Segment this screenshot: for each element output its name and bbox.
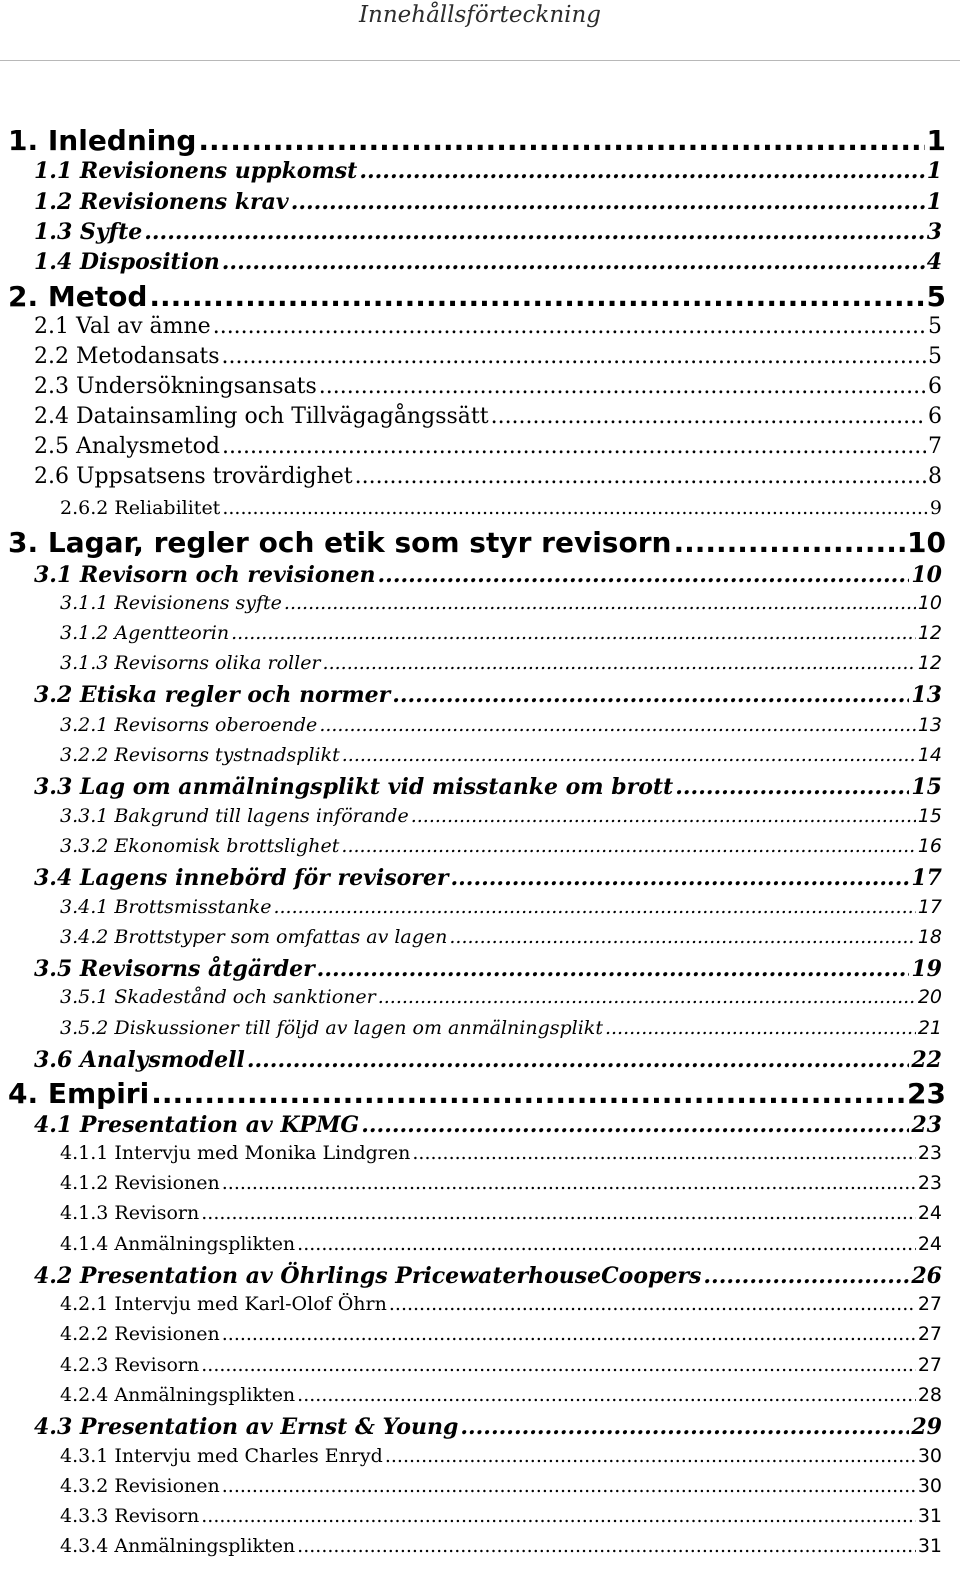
toc-leader (361, 1112, 909, 1138)
toc-leader (291, 189, 925, 215)
toc-leader (231, 622, 916, 644)
toc-entry-title: 3.5.1 Skadestånd och sanktioner (60, 986, 376, 1008)
toc-leader (703, 1263, 909, 1289)
toc-entry[interactable] (34, 219, 942, 245)
toc-entry-page: 5 (926, 280, 946, 313)
toc-leader (491, 404, 926, 429)
toc-leader (605, 1017, 916, 1039)
toc-leader (222, 1323, 916, 1345)
toc-entry[interactable] (34, 374, 942, 399)
toc-entry-page: 12 (917, 652, 942, 674)
toc-entry-title: 3.1 Revisorn och revisionen (34, 562, 376, 588)
toc-leader (222, 249, 925, 275)
toc-leader (411, 805, 916, 827)
toc-entry-page: 4 (926, 249, 942, 275)
toc-entry-title: 4.1.4 Anmälningsplikten (60, 1233, 296, 1255)
toc-leader (675, 774, 909, 800)
toc-entry-title: 3. Lagar, regler och etik som styr revisorn (8, 526, 672, 559)
toc-entry-title: 4.3 Presentation av Ernst & Young (34, 1414, 459, 1440)
page-header (0, 0, 960, 61)
toc-entry-title: 3.4.2 Brottstyper som omfattas av lagen (60, 926, 448, 948)
toc-entry-title: 4. Empiri (8, 1077, 150, 1110)
toc-entry-page: 18 (917, 926, 942, 948)
toc-entry-page: 27 (917, 1354, 942, 1376)
toc-entry-page: 31 (917, 1535, 942, 1557)
toc-entry[interactable] (60, 1172, 942, 1194)
toc-entry-page: 27 (917, 1323, 942, 1345)
toc-entry-page: 15 (911, 774, 942, 800)
toc-leader (247, 1047, 910, 1073)
toc-entry-page: 26 (911, 1263, 942, 1289)
toc-entry-page: 21 (917, 1017, 942, 1039)
toc-entry-title: 3.6 Analysmodell (34, 1047, 245, 1073)
toc-entry[interactable] (34, 865, 942, 891)
toc-entry-title: 3.5.2 Diskussioner till följd av lagen om anmälningsplikt (60, 1017, 603, 1039)
toc-entry[interactable] (60, 835, 942, 857)
toc-entry-title: 3.4.1 Brottsmisstanke (60, 896, 272, 918)
toc-entry-title: 4.3.1 Intervju med Charles Enryd (60, 1445, 383, 1467)
toc-entry-title: 2.6 Uppsatsens trovärdighet (34, 464, 353, 489)
toc-entry-page: 6 (928, 374, 942, 399)
toc-entry-title: 4.3.4 Anmälningsplikten (60, 1535, 296, 1557)
toc-entry-page: 15 (917, 805, 942, 827)
toc-entry-page: 30 (917, 1445, 942, 1467)
toc-entry[interactable] (60, 592, 942, 614)
toc-entry-page: 3 (926, 219, 942, 245)
toc-entry[interactable] (60, 1142, 942, 1164)
toc-entry-page: 17 (917, 896, 942, 918)
toc-leader (222, 1172, 916, 1194)
toc-leader (198, 124, 924, 157)
toc-entry[interactable] (60, 1354, 942, 1376)
toc-entry-title: 3.2.1 Revisorns oberoende (60, 714, 318, 736)
toc-entry-title: 3.5 Revisorns åtgärder (34, 956, 315, 982)
toc-entry-title: 2.1 Val av ämne (34, 314, 211, 339)
toc-entry[interactable] (34, 464, 942, 489)
toc-entry[interactable] (60, 1017, 942, 1039)
toc-leader (412, 1142, 915, 1164)
toc-leader (319, 374, 926, 399)
toc-leader (201, 1354, 916, 1376)
toc-entry-title: 1.3 Syfte (34, 219, 143, 245)
toc-entry-page: 9 (929, 497, 942, 519)
toc-leader (144, 219, 924, 245)
toc-leader (460, 1414, 909, 1440)
toc-entry[interactable] (60, 622, 942, 644)
toc-leader (378, 986, 916, 1008)
toc-entry-page: 5 (928, 344, 942, 369)
toc-entry-page: 23 (917, 1142, 942, 1164)
toc-entry[interactable] (34, 1414, 942, 1440)
toc-entry-page: 19 (911, 956, 942, 982)
toc-leader (385, 1445, 916, 1467)
toc-entry[interactable] (60, 1202, 942, 1224)
toc-entry[interactable] (34, 956, 942, 982)
header-title: Innehållsförteckning (358, 2, 602, 28)
toc-entry[interactable] (60, 1475, 942, 1497)
toc-leader (317, 956, 910, 982)
toc-entry[interactable] (60, 1233, 942, 1255)
toc-entry[interactable] (60, 986, 942, 1008)
toc-entry[interactable] (34, 404, 942, 429)
toc-entry[interactable] (8, 526, 946, 559)
toc-entry-page: 14 (917, 744, 942, 766)
toc-leader (450, 865, 909, 891)
toc-entry-title: 4.1.3 Revisorn (60, 1202, 200, 1224)
toc-entry-page: 7 (928, 434, 942, 459)
toc-entry-title: 4.1.2 Revisionen (60, 1172, 220, 1194)
toc-entry[interactable] (34, 434, 942, 459)
toc-entry[interactable] (60, 1535, 942, 1557)
toc-entry[interactable] (34, 682, 942, 708)
toc-leader (378, 562, 910, 588)
toc-entry-title: 4.1.1 Intervju med Monika Lindgren (60, 1142, 411, 1164)
toc-leader (222, 344, 926, 369)
toc-entry-title: 2. Metod (8, 280, 148, 313)
toc-leader (341, 835, 915, 857)
toc-entry-title: 3.3.1 Bakgrund till lagens införande (60, 805, 409, 827)
toc-entry-title: 3.1.2 Agentteorin (60, 622, 230, 644)
toc-leader (342, 744, 916, 766)
toc-entry-title: 3.3 Lag om anmälningsplikt vid misstanke om brott (34, 774, 674, 800)
toc-entry-page: 10 (917, 592, 942, 614)
toc-entry-page: 10 (907, 526, 946, 559)
toc-entry-title: 3.2 Etiska regler och normer (34, 682, 391, 708)
toc-entry-page: 13 (911, 682, 942, 708)
toc-entry[interactable] (60, 1384, 942, 1406)
toc-leader (389, 1293, 916, 1315)
toc-entry-title: 1.2 Revisionens krav (34, 189, 289, 215)
toc-entry-title: 1.4 Disposition (34, 249, 220, 275)
toc-entry-title: 2.4 Datainsamling och Tillvägagångssätt (34, 404, 489, 429)
toc-entry-page: 24 (917, 1202, 942, 1224)
toc-entry-page: 10 (911, 562, 942, 588)
toc-leader (273, 896, 915, 918)
toc-leader (151, 1077, 905, 1110)
toc-entry-page: 16 (917, 835, 942, 857)
toc-entry[interactable] (60, 744, 942, 766)
toc-entry-page: 24 (917, 1233, 942, 1255)
toc-entry-title: 4.2.2 Revisionen (60, 1323, 220, 1345)
toc-leader (449, 926, 915, 948)
toc-entry-page: 12 (917, 622, 942, 644)
toc-leader (222, 434, 926, 459)
toc-entry-title: 3.1.1 Revisionens syfte (60, 592, 282, 614)
toc-entry[interactable] (60, 1505, 942, 1527)
toc-entry[interactable] (8, 1077, 946, 1110)
toc-leader (319, 714, 916, 736)
toc-entry-page: 1 (926, 158, 942, 184)
toc-entry-title: 4.1 Presentation av KPMG (34, 1112, 360, 1138)
toc-leader (392, 682, 909, 708)
toc-entry[interactable] (60, 652, 942, 674)
toc-entry[interactable] (34, 774, 942, 800)
toc-entry[interactable] (60, 1445, 942, 1467)
toc-entry-title: 2.6.2 Reliabilitet (60, 497, 221, 519)
toc-entry-title: 2.5 Analysmetod (34, 434, 220, 459)
toc-entry-title: 4.2 Presentation av Öhrlings PricewaterhouseCoopers (34, 1263, 702, 1289)
toc-entry[interactable] (8, 280, 946, 313)
toc-entry[interactable] (34, 1047, 942, 1073)
toc-entry[interactable] (34, 314, 942, 339)
toc-leader (284, 592, 916, 614)
toc-entry-page: 22 (911, 1047, 942, 1073)
toc-leader (201, 1202, 916, 1224)
toc-entry-title: 1. Inledning (8, 124, 197, 157)
toc-entry-page: 23 (911, 1112, 942, 1138)
toc-entry[interactable] (34, 158, 942, 184)
toc-entry-page: 13 (917, 714, 942, 736)
toc-entry-title: 4.2.3 Revisorn (60, 1354, 200, 1376)
toc-entry-title: 4.2.4 Anmälningsplikten (60, 1384, 296, 1406)
toc-entry-title: 4.3.3 Revisorn (60, 1505, 200, 1527)
toc-leader (213, 314, 926, 339)
toc-entry-page: 1 (926, 189, 942, 215)
toc-entry-page: 6 (928, 404, 942, 429)
toc-entry-title: 3.4 Lagens innebörd för revisorer (34, 865, 449, 891)
toc-entry[interactable] (34, 344, 942, 369)
toc-leader (297, 1233, 916, 1255)
toc-entry[interactable] (60, 926, 942, 948)
toc-leader (297, 1384, 916, 1406)
toc-entry[interactable] (34, 1263, 942, 1289)
toc-leader (222, 1475, 916, 1497)
toc-leader (673, 526, 905, 559)
toc-entry-page: 5 (928, 314, 942, 339)
toc-entry-page: 28 (917, 1384, 942, 1406)
toc-entry-title: 2.3 Undersökningsansats (34, 374, 317, 399)
toc-entry[interactable] (34, 249, 942, 275)
toc-entry-page: 27 (917, 1293, 942, 1315)
toc-entry[interactable] (34, 189, 942, 215)
toc-entry-title: 4.3.2 Revisionen (60, 1475, 220, 1497)
toc-entry[interactable] (60, 497, 942, 519)
toc-entry-page: 17 (911, 865, 942, 891)
toc-leader (222, 497, 928, 519)
toc-entry-page: 1 (926, 124, 946, 157)
toc-leader (359, 158, 924, 184)
toc-entry-page: 31 (917, 1505, 942, 1527)
toc-entry[interactable] (60, 714, 942, 736)
toc-leader (297, 1535, 916, 1557)
toc-entry-page: 29 (911, 1414, 942, 1440)
toc-entry-page: 8 (928, 464, 942, 489)
toc-entry[interactable] (60, 1293, 942, 1315)
toc-leader (201, 1505, 916, 1527)
toc-entry-title: 1.1 Revisionens uppkomst (34, 158, 358, 184)
toc-entry[interactable] (34, 562, 942, 588)
toc-entry[interactable] (60, 1323, 942, 1345)
toc-entry-page: 23 (907, 1077, 946, 1110)
toc-entry[interactable] (8, 124, 946, 157)
toc-entry-title: 3.1.3 Revisorns olika roller (60, 652, 321, 674)
toc-leader (355, 464, 926, 489)
toc-entry[interactable] (60, 805, 942, 827)
toc-leader (323, 652, 916, 674)
toc-entry-page: 30 (917, 1475, 942, 1497)
toc-entry-title: 3.3.2 Ekonomisk brottslighet (60, 835, 340, 857)
toc-entry-page: 23 (917, 1172, 942, 1194)
toc-leader (149, 280, 924, 313)
toc-entry[interactable] (60, 896, 942, 918)
toc-entry-title: 2.2 Metodansats (34, 344, 220, 369)
toc-entry-page: 20 (917, 986, 942, 1008)
toc-entry-title: 3.2.2 Revisorns tystnadsplikt (60, 744, 340, 766)
toc-entry[interactable] (34, 1112, 942, 1138)
toc-entry-title: 4.2.1 Intervju med Karl-Olof Öhrn (60, 1293, 387, 1315)
